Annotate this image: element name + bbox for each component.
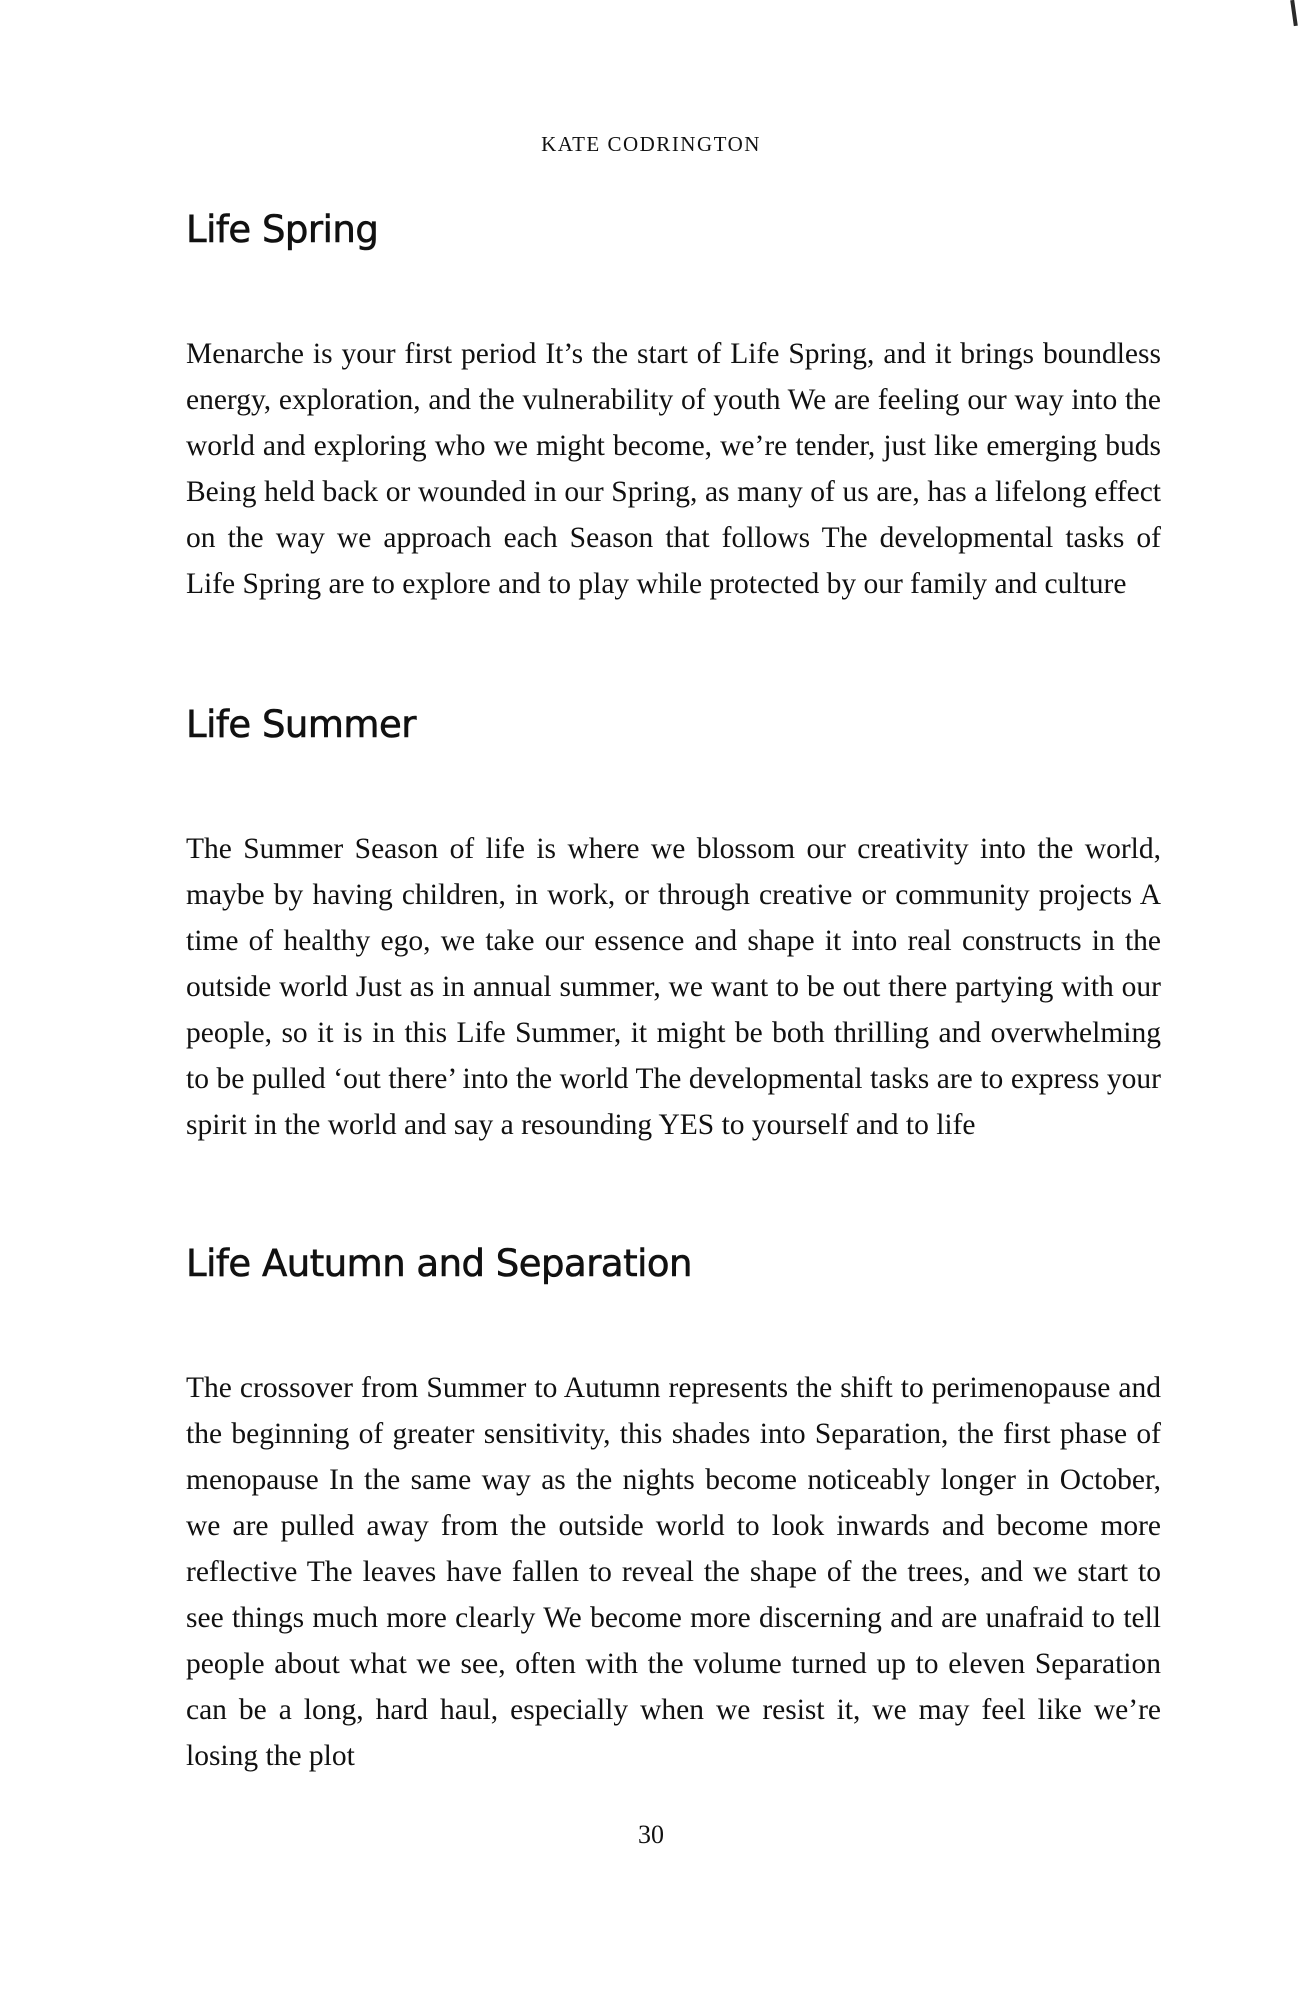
section-heading: Life Spring — [186, 208, 379, 251]
section-paragraph: The crossover from Summer to Autumn represents the shift to perimenopause and the beginning of greater sensitivity, this shades into Separation, the first phase of menopause In the same way as the nights become noticeably longer in October, we are pulled away from the outside world to look inwards and become more reflective The leaves have fallen to reveal the shape of the trees, and we start to see things much more clearly We become more discerning and are unafraid to tell people about what we see, often with the volume turned up to eleven Separation can be a long, hard haul, especially when we resist it, we may feel like we’re losing the plot — [186, 1372, 1161, 1772]
section-paragraph: Menarche is your first period It’s the start of Life Spring, and it brings boundless energy, exploration, and the vulnerability of youth We are feeling our way into the world and exploring who we might become, we’re tender, just like emerging buds Being held back or wounded in our Spring, as many of us are, has a lifelong effect on the way we approach each Season that follows The developmental tasks of Life Spring are to explore and to play while protected by our family and culture — [186, 338, 1161, 600]
page-number: 30 — [638, 1820, 664, 1849]
section-life-spring — [186, 208, 1161, 607]
section-life-summer — [186, 703, 1161, 1148]
section-paragraph: The Summer Season of life is where we blossom our creativity into the world, maybe by having children, in work, or through creative or community projects A time of healthy ego, we take our essence and shape it into real constructs in the outside world Just as in annual summer, we want to be out there partying with our people, so it is in this Life Summer, it might be both thrilling and overwhelming to be pulled ‘out there’ into the world The developmental tasks are to express your spirit in the world and say a resounding YES to yourself and to life — [186, 833, 1161, 1141]
section-heading: Life Summer — [186, 703, 416, 746]
running-head: KATE CODRINGTON — [541, 132, 761, 156]
section-heading: Life Autumn and Separation — [186, 1242, 692, 1285]
scan-edge-mark — [1290, 0, 1298, 26]
section-life-autumn-separation — [186, 1242, 1161, 1779]
